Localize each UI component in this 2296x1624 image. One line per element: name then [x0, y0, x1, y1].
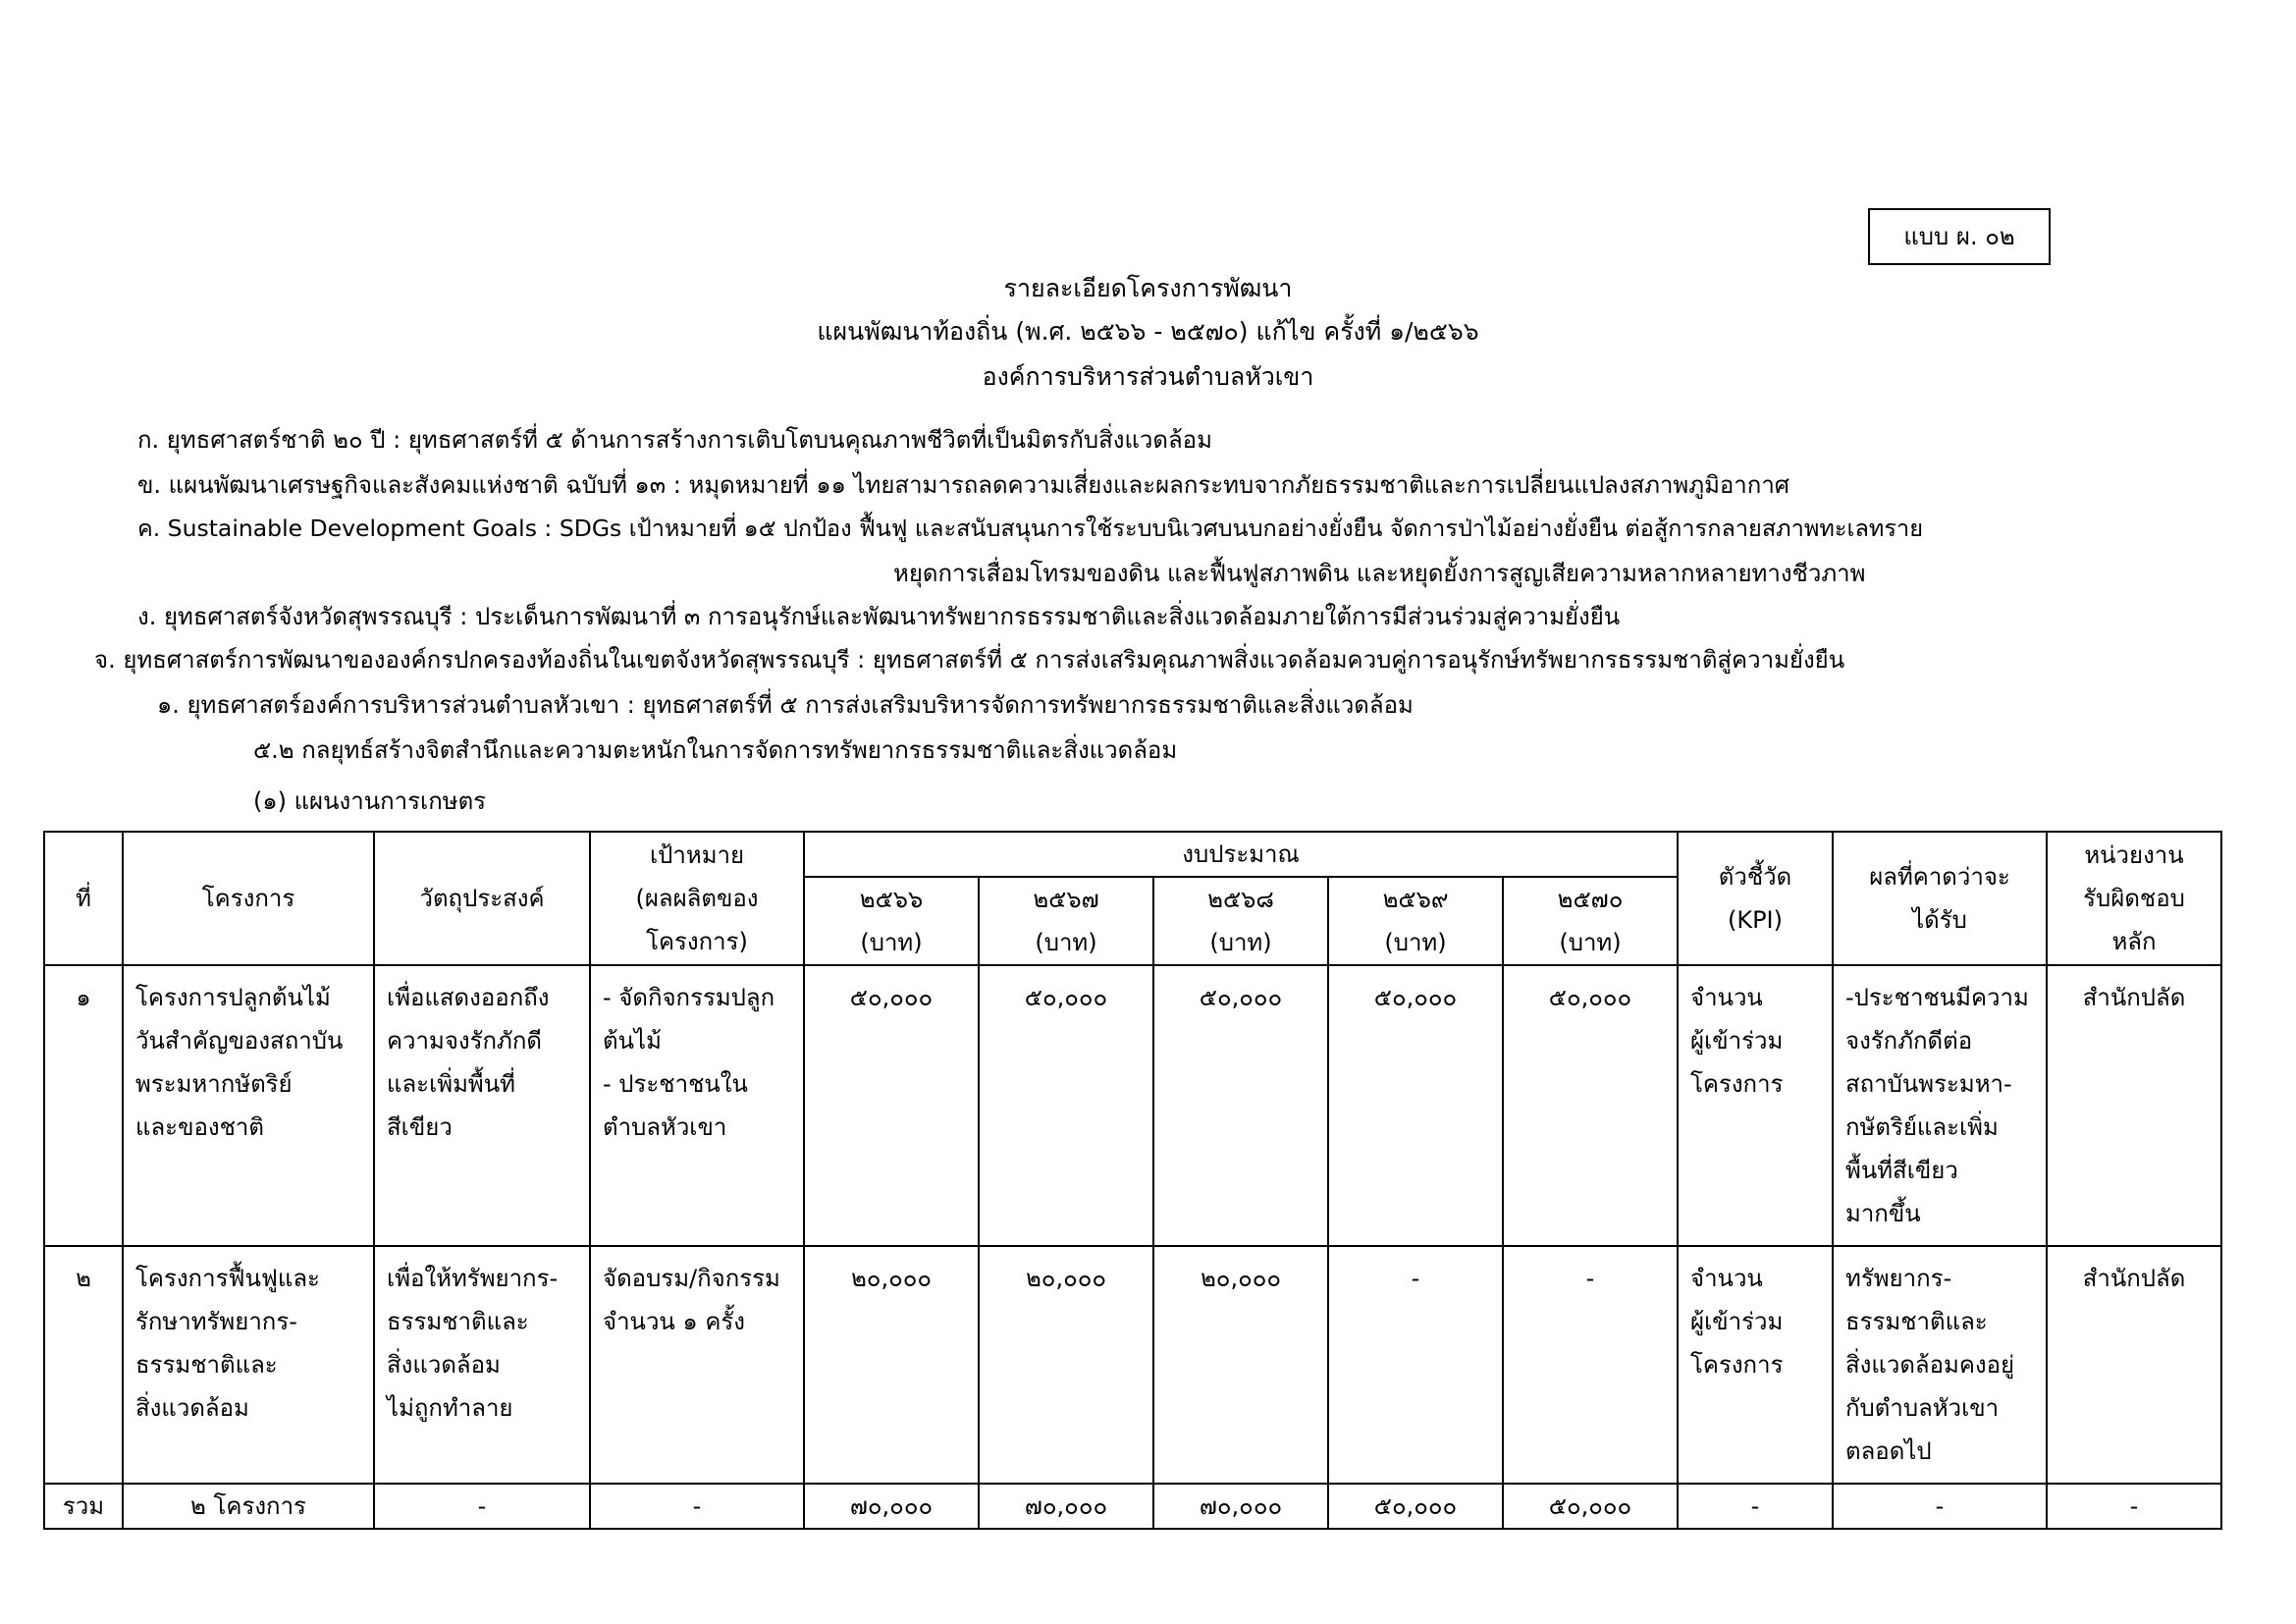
total-project: ๒ โครงการ [123, 1484, 374, 1529]
header-objective: วัตถุประสงค์ [374, 832, 590, 965]
header-target: เป้าหมาย (ผลผลิตของ โครงการ) [590, 832, 804, 965]
row-no: ๑ [44, 965, 123, 1246]
row-budget-2569: - [1328, 1246, 1503, 1484]
strategy-sdg-continued: หยุดการเสื่อมโทรมของดิน และฟื้นฟูสภาพดิน และหยุดยั้งการสูญเสียความหลากหลายทางชีวภาพ [893, 560, 1866, 587]
table-row [44, 965, 2221, 1246]
plan-title: (๑) แผนงานการเกษตร [253, 787, 487, 815]
header-year-2566: ๒๕๖๖ (บาท) [804, 877, 979, 965]
row-budget-2567: ๕๐,๐๐๐ [979, 965, 1153, 1246]
table-row [44, 1246, 2221, 1484]
form-code-box: แบบ ผ. ๐๒ [1868, 208, 2051, 265]
total-unit: - [2047, 1484, 2221, 1529]
total-target: - [590, 1484, 804, 1529]
header-year-2567: ๒๕๖๗ (บาท) [979, 877, 1153, 965]
total-objective: - [374, 1484, 590, 1529]
strategy-economic-plan: ข. แผนพัฒนาเศรษฐกิจและสังคมแห่งชาติ ฉบับที่ ๑๓ : หมุดหมายที่ ๑๑ ไทยสามารถลดความเสี่ยงและผลกระทบจากภัยธรรมชาติและการเปลี่ยนแปลงสภาพภูมิอากาศ [137, 471, 1790, 499]
row-budget-2568: ๕๐,๐๐๐ [1153, 965, 1328, 1246]
row-target: - จัดกิจกรรมปลูก ต้นไม้ - ประชาชนใน ตำบลหัวเขา [590, 965, 804, 1246]
row-budget-2570: ๕๐,๐๐๐ [1503, 965, 1678, 1246]
row-kpi: จำนวน ผู้เข้าร่วม โครงการ [1678, 965, 1833, 1246]
strategy-local-government: จ. ยุทธศาสตร์การพัฒนาขององค์กรปกครองท้องถิ่นในเขตจังหวัดสุพรรณบุรี : ยุทธศาสตร์ที่ ๕ การส่งเสริมคุณภาพสิ่งแวดล้อมควบคู่การอนุรักษ์ทรัพยากรธรรมชาติสู่ความยั่งยืน [94, 646, 1845, 674]
row-budget-2566: ๕๐,๐๐๐ [804, 965, 979, 1246]
budget-table [43, 831, 2222, 1530]
strategy-province: ง. ยุทธศาสตร์จังหวัดสุพรรณบุรี : ประเด็นการพัฒนาที่ ๓ การอนุรักษ์และพัฒนาทรัพยากรธรรมชาติและสิ่งแวดล้อมภายใต้การมีส่วนร่วมสู่ความยั่งยืน [137, 603, 1621, 630]
header-year-2570: ๒๕๗๐ (บาท) [1503, 877, 1678, 965]
table-header-row [44, 832, 2221, 877]
header-no: ที่ [44, 832, 123, 965]
table-total-row [44, 1484, 2221, 1529]
total-kpi: - [1678, 1484, 1833, 1529]
row-project: โครงการปลูกต้นไม้ วันสำคัญของสถาบัน พระมหากษัตริย์ และของชาติ [123, 965, 374, 1246]
total-label: รวม [44, 1484, 123, 1529]
organization-name: องค์การบริหารส่วนตำบลหัวเขา [982, 362, 1314, 391]
row-no: ๒ [44, 1246, 123, 1484]
row-expected: ทรัพยากร- ธรรมชาติและ สิ่งแวดล้อมคงอยู่ กับตำบลหัวเขา ตลอดไป [1833, 1246, 2047, 1484]
strategy-national: ก. ยุทธศาสตร์ชาติ ๒๐ ปี : ยุทธศาสตร์ที่ ๕ ด้านการสร้างการเติบโตบนคุณภาพชีวิตที่เป็นมิตรกับสิ่งแวดล้อม [137, 426, 1212, 454]
total-budget-2567: ๗๐,๐๐๐ [979, 1484, 1153, 1529]
row-budget-2567: ๒๐,๐๐๐ [979, 1246, 1153, 1484]
row-objective: เพื่อแสดงออกถึง ความจงรักภักดี และเพิ่มพื้นที่ สีเขียว [374, 965, 590, 1246]
row-unit: สำนักปลัด [2047, 1246, 2221, 1484]
row-project: โครงการฟื้นฟูและ รักษาทรัพยากร- ธรรมชาติและ สิ่งแวดล้อม [123, 1246, 374, 1484]
row-budget-2570: - [1503, 1246, 1678, 1484]
header-expected: ผลที่คาดว่าจะ ได้รับ [1833, 832, 2047, 965]
total-budget-2569: ๕๐,๐๐๐ [1328, 1484, 1503, 1529]
strategy-tactic: ๕.๒ กลยุทธ์สร้างจิตสำนึกและความตะหนักในการจัดการทรัพยากรธรรมชาติและสิ่งแวดล้อม [253, 736, 1178, 764]
row-unit: สำนักปลัด [2047, 965, 2221, 1246]
strategy-sdg: ค. Sustainable Development Goals : SDGs เป้าหมายที่ ๑๕ ปกป้อง ฟื้นฟู และสนับสนุนการใช้ระบบนิเวศบนบกอย่างยั่งยืน จัดการป่าไม้อย่างยั่งยืน ต่อสู้การกลายสภาพทะเลทราย [137, 514, 1923, 542]
header-kpi: ตัวชี้วัด (KPI) [1678, 832, 1833, 965]
total-budget-2568: ๗๐,๐๐๐ [1153, 1484, 1328, 1529]
row-expected: -ประชาชนมีความ จงรักภักดีต่อ สถาบันพระมหา- กษัตริย์และเพิ่ม พื้นที่สีเขียว มากขึ้น [1833, 965, 2047, 1246]
total-budget-2566: ๗๐,๐๐๐ [804, 1484, 979, 1529]
row-target: จัดอบรม/กิจกรรม จำนวน ๑ ครั้ง [590, 1246, 804, 1484]
header-year-2569: ๒๕๖๙ (บาท) [1328, 877, 1503, 965]
row-budget-2569: ๕๐,๐๐๐ [1328, 965, 1503, 1246]
row-kpi: จำนวน ผู้เข้าร่วม โครงการ [1678, 1246, 1833, 1484]
document-title: รายละเอียดโครงการพัฒนา [1003, 274, 1293, 302]
total-budget-2570: ๕๐,๐๐๐ [1503, 1484, 1678, 1529]
row-budget-2566: ๒๐,๐๐๐ [804, 1246, 979, 1484]
total-expected: - [1833, 1484, 2047, 1529]
strategy-subdistrict: ๑. ยุทธศาสตร์องค์การบริหารส่วนตำบลหัวเขา : ยุทธศาสตร์ที่ ๕ การส่งเสริมบริหารจัดการทรัพยากรธรรมชาติและสิ่งแวดล้อม [157, 691, 1414, 719]
row-objective: เพื่อให้ทรัพยากร- ธรรมชาติและ สิ่งแวดล้อม ไม่ถูกทำลาย [374, 1246, 590, 1484]
header-budget: งบประมาณ [804, 832, 1678, 877]
header-project: โครงการ [123, 832, 374, 965]
header-year-2568: ๒๕๖๘ (บาท) [1153, 877, 1328, 965]
row-budget-2568: ๒๐,๐๐๐ [1153, 1246, 1328, 1484]
header-unit: หน่วยงาน รับผิดชอบ หลัก [2047, 832, 2221, 965]
document-subtitle: แผนพัฒนาท้องถิ่น (พ.ศ. ๒๕๖๖ - ๒๕๗๐) แก้ไข ครั้งที่ ๑/๒๕๖๖ [817, 317, 1479, 346]
